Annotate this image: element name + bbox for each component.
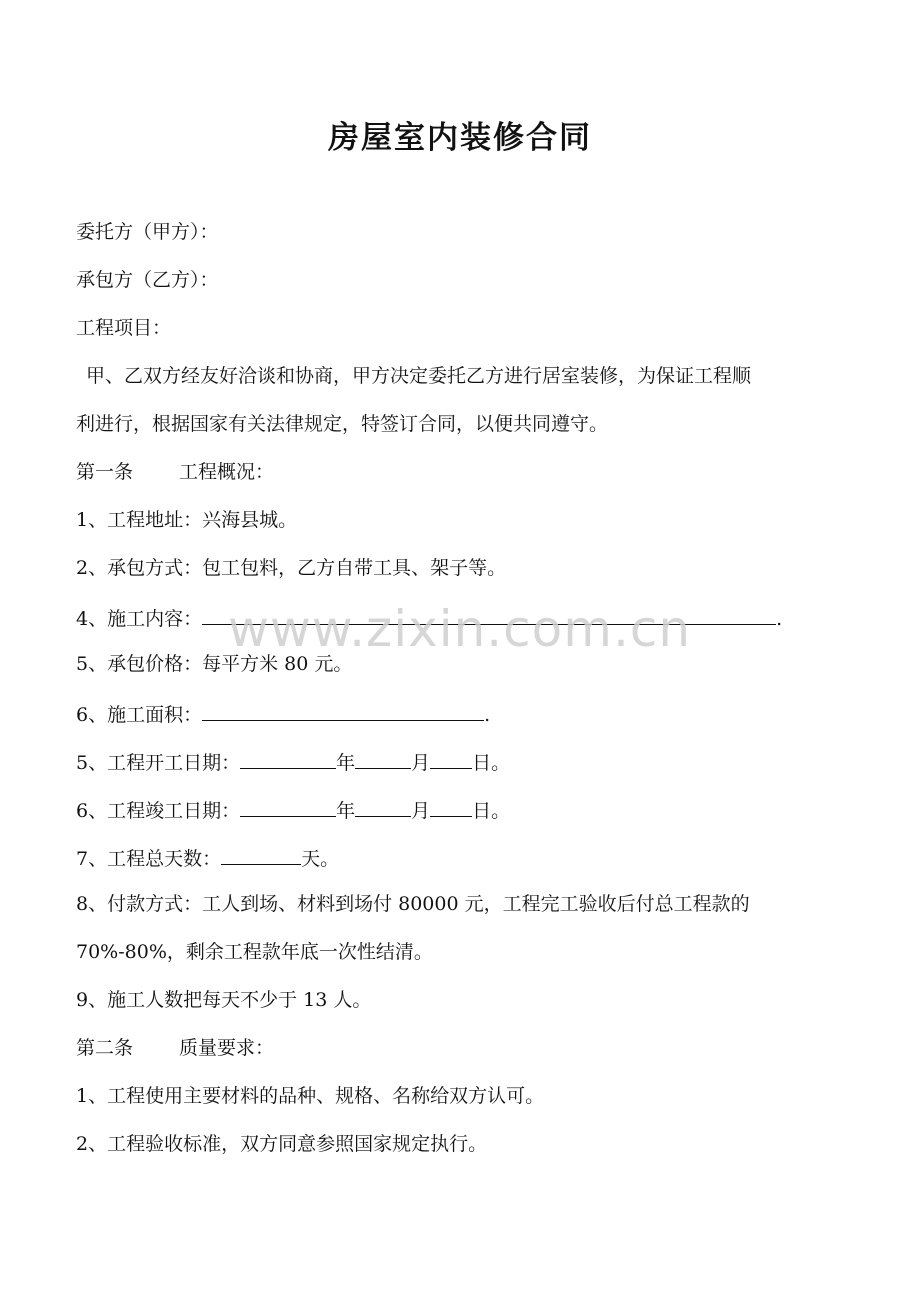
area-blank[interactable]: [202, 700, 484, 721]
content-period: .: [776, 608, 783, 630]
start-month-blank[interactable]: [355, 748, 411, 769]
days-suffix: 天。: [301, 848, 340, 870]
area-label: 6、施工面积：: [76, 704, 203, 726]
item-method: 2、承包方式：包工包料，乙方自带工具、架子等。: [76, 557, 507, 579]
start-month-label: 月: [411, 752, 431, 774]
item-materials: 1、工程使用主要材料的品种、规格、名称给双方认可。: [76, 1085, 545, 1107]
item-content: [76, 604, 782, 631]
content-label: 4、施工内容：: [76, 608, 203, 630]
item-acceptance: 2、工程验收标准，双方同意参照国家规定执行。: [76, 1133, 488, 1155]
item-price: 5、承包价格：每平方米 80 元。: [76, 653, 353, 675]
payment-line-1: 8、付款方式：工人到场、材料到场付 80000 元，工程完工验收后付总工程款的: [76, 893, 750, 915]
item-start-date: [76, 748, 510, 775]
end-month-label: 月: [411, 800, 431, 822]
end-year-blank[interactable]: [240, 796, 336, 817]
end-day-blank[interactable]: [430, 796, 472, 817]
item-workers: 9、施工人数把每天不少于 13 人。: [76, 989, 372, 1011]
preamble-line-1: 甲、乙双方经友好洽谈和协商，甲方决定委托乙方进行居室装修，为保证工程顺: [86, 365, 752, 387]
start-year-blank[interactable]: [240, 748, 336, 769]
article-2-heading: [76, 1036, 274, 1060]
start-day-label: 日。: [472, 752, 511, 774]
total-days-label: 7、工程总天数：: [76, 848, 222, 870]
document-title: 房屋室内装修合同: [328, 120, 592, 156]
end-month-blank[interactable]: [355, 796, 411, 817]
preamble-line-2: 利进行，根据国家有关法律规定，特签订合同，以便共同遵守。: [76, 413, 609, 435]
article-2-number: 第二条: [76, 1037, 134, 1059]
content-blank[interactable]: [202, 604, 776, 625]
project-label: 工程项目：: [76, 317, 172, 339]
item-total-days: [76, 844, 339, 871]
party-b-label: 承包方（乙方）：: [76, 269, 219, 291]
item-address: 1、工程地址：兴海县城。: [76, 509, 298, 531]
article-1-heading: [76, 460, 274, 484]
area-period: .: [484, 704, 491, 726]
article-1-number: 第一条: [76, 461, 134, 483]
total-days-blank[interactable]: [221, 844, 301, 865]
start-day-blank[interactable]: [430, 748, 472, 769]
watermark: www.zixin.com.cn: [228, 600, 692, 658]
article-2-title: 质量要求：: [179, 1037, 275, 1059]
end-year-label: 年: [336, 800, 356, 822]
party-a-label: 委托方（甲方）：: [76, 221, 219, 243]
payment-line-2: 70%-80%，剩余工程款年底一次性结清。: [76, 941, 433, 963]
end-day-label: 日。: [472, 800, 511, 822]
end-label: 6、工程竣工日期：: [76, 800, 241, 822]
item-end-date: [76, 796, 510, 823]
item-area: [76, 700, 490, 727]
article-1-title: 工程概况：: [179, 461, 275, 483]
start-label: 5、工程开工日期：: [76, 752, 241, 774]
start-year-label: 年: [336, 752, 356, 774]
